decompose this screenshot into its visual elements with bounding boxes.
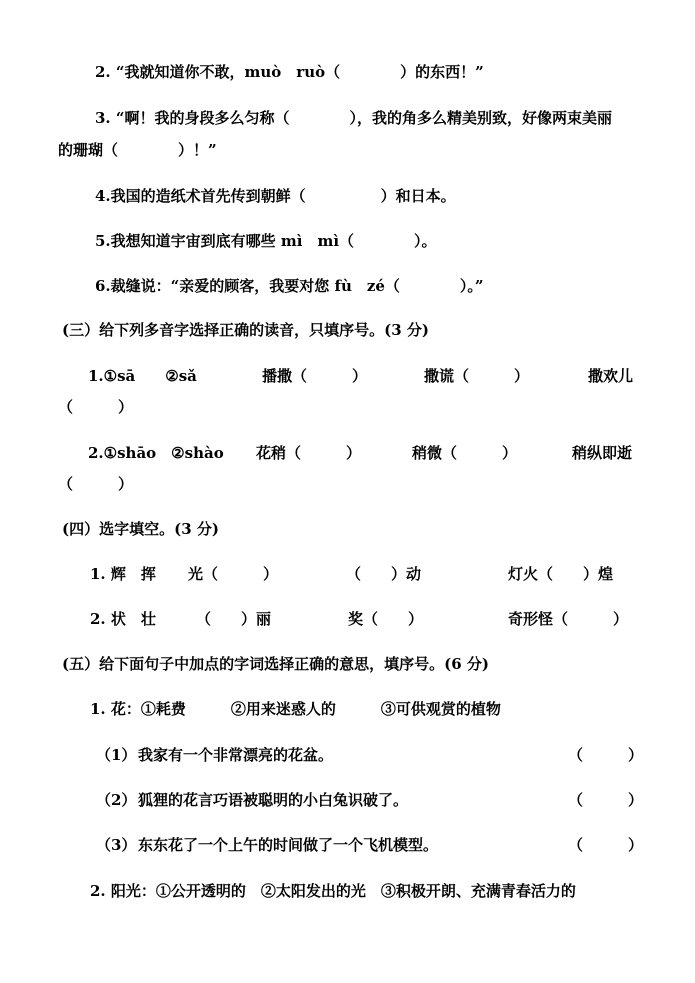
section-5-q1-item-3-text: 东东花了一个上午的时间做了一个飞机模型。 — [138, 836, 439, 854]
section-5-q1-item-1-blank: （ ） — [568, 746, 644, 764]
section-3-q1-item-c: 撒欢儿 — [588, 367, 634, 385]
section-4-q1-chars: 1. 辉 挥 — [90, 565, 156, 583]
section-5-q1-item-3-num: （3） — [96, 836, 137, 854]
section-5-q2-label: 2. 阳光：①公开透明的 ②太阳发出的光 ③积极开朗、充满青春活力的 — [90, 882, 576, 900]
question-2-5: 5.我想知道宇宙到底有哪些 mì mì（ ）。 — [95, 232, 437, 250]
section-4-heading: (四）选字填空。(3 分) — [62, 520, 219, 538]
section-4-q2-item-b: 奖（ ） — [348, 610, 424, 628]
question-2-4: 4.我国的造纸术首先传到朝鲜（ ）和日本。 — [95, 187, 456, 205]
section-5-q1-item-3-blank: （ ） — [568, 836, 644, 854]
section-5-q1-item-2-blank: （ ） — [568, 791, 644, 809]
section-4-q2-item-c: 奇形怪（ ） — [508, 610, 629, 628]
section-3-q2-item-b: 稍微（ ） — [412, 444, 518, 462]
section-3-q1-options: 1.①sā ②sǎ — [88, 367, 197, 385]
section-4-q1-item-c: 灯火（ ）煌 — [508, 565, 614, 583]
question-2-2: 2. “我就知道你不敢，muò ruò（ ）的东西！” — [95, 63, 484, 81]
question-2-6: 6.裁缝说：“亲爱的顾客，我要对您 fù zé（ ）。” — [95, 277, 484, 295]
section-3-heading: (三）给下列多音字选择正确的读音，只填序号。(3 分) — [62, 321, 429, 339]
section-5-q1-item-2-text: 狐狸的花言巧语被聪明的小白兔识破了。 — [138, 791, 409, 809]
section-3-q1-item-b: 撒谎（ ） — [424, 367, 530, 385]
question-2-3-line2: 的珊瑚（ ）！” — [58, 141, 217, 159]
section-5-heading: (五）给下面句子中加点的字词选择正确的意思，填序号。(6 分) — [62, 655, 489, 673]
section-5-q1-item-2-num: （2） — [96, 791, 137, 809]
section-4-q2-item-a: （ ）丽 — [196, 610, 272, 628]
section-5-q1-label: 1. 花：①耗费 ②用来迷惑人的 ③可供观赏的植物 — [90, 700, 501, 718]
section-4-q1-item-a: 光（ ） — [188, 565, 279, 583]
section-5-q1-item-1-text: 我家有一个非常漂亮的花盆。 — [138, 746, 334, 764]
question-2-3-line1: 3. “啊！我的身段多么匀称（ ），我的角多么精美别致，好像两束美丽 — [95, 109, 613, 127]
section-4-q2-chars: 2. 状 壮 — [90, 610, 156, 628]
section-3-q2-wrap-blank: （ ） — [58, 475, 134, 493]
section-3-q1-item-a: 播撒（ ） — [262, 367, 368, 385]
section-3-q2-options: 2.①shāo ②shào — [88, 444, 224, 462]
section-3-q2-item-c: 稍纵即逝 — [572, 444, 633, 462]
section-3-q2-item-a: 花稍（ ） — [256, 444, 362, 462]
section-5-q1-item-1-num: （1） — [96, 746, 137, 764]
section-4-q1-item-b: （ ）动 — [346, 565, 422, 583]
section-3-q1-wrap-blank: （ ） — [58, 398, 134, 416]
